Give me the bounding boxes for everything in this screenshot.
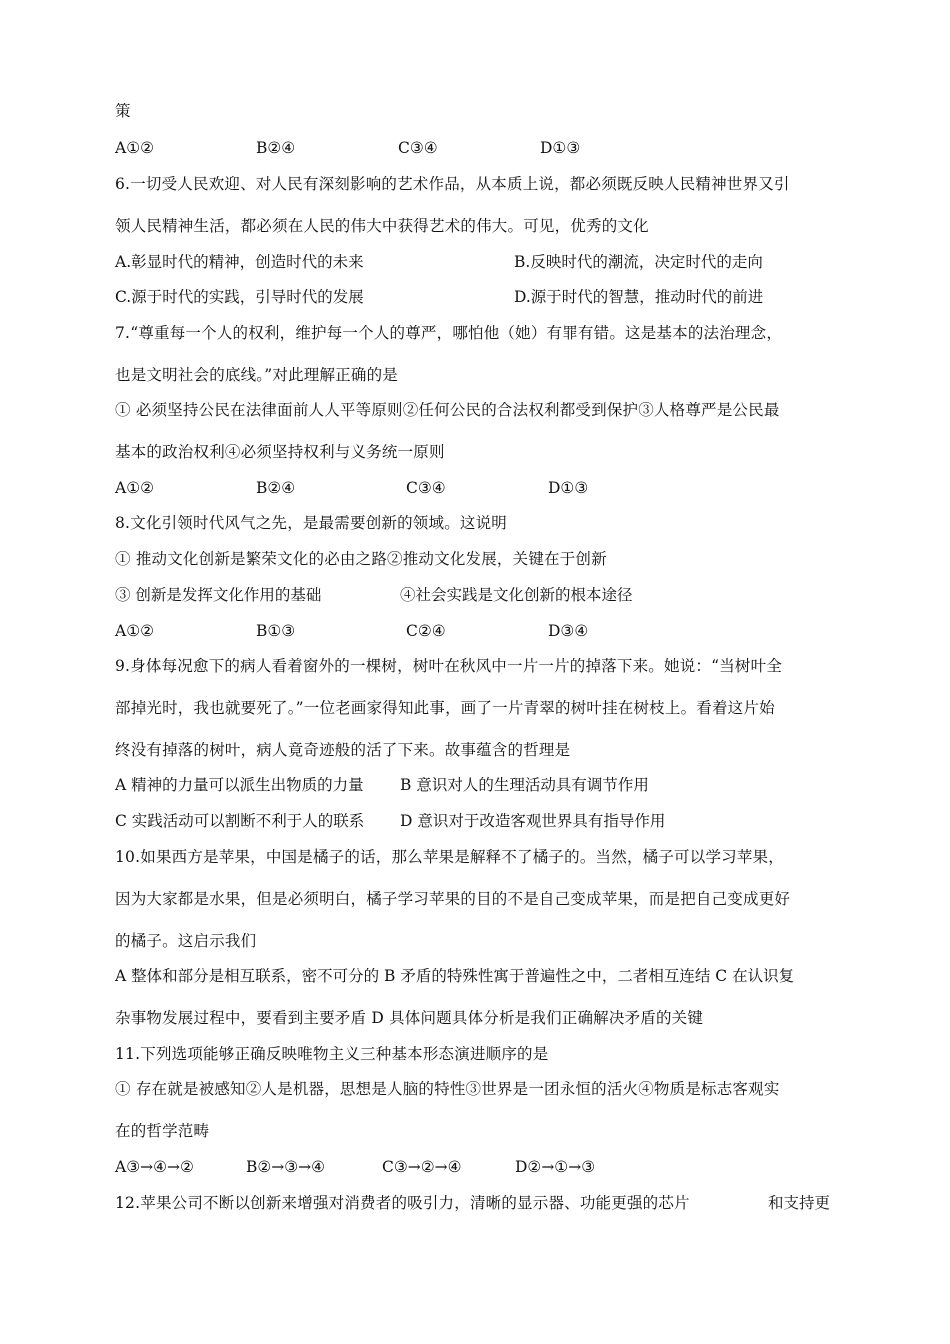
question-8-option-d: D③④ <box>548 622 589 640</box>
question-9-option-a: A 精神的力量可以派生出物质的力量 <box>115 776 364 794</box>
question-11-option-d: D②→①→③ <box>515 1158 596 1176</box>
option-d: D①③ <box>540 139 581 157</box>
option-a: A①② <box>115 139 154 157</box>
question-7-option-a: A①② <box>115 479 154 497</box>
question-8-line-3a: ③ 创新是发挥文化作用的基础 <box>115 586 322 604</box>
question-10-line-1: 10.如果西方是苹果，中国是橘子的话，那么苹果是解释不了橘子的。当然，橘子可以学习苹果， <box>115 848 784 866</box>
fragment-line: 策 <box>115 102 131 120</box>
question-10-line-4: A 整体和部分是相互联系，密不可分的 B 矛盾的特殊性寓于普遍性之中，二者相互连结 C 在认识复 <box>115 967 795 985</box>
question-9-line-3: 终没有掉落的树叶，病人竟奇迹般的活了下来。故事蕴含的哲理是 <box>115 741 571 759</box>
question-6-option-c: C.源于时代的实践，引导时代的发展 <box>115 288 364 306</box>
question-7-option-d: D①③ <box>548 479 589 497</box>
question-10-line-5: 杂事物发展过程中，要看到主要矛盾 D 具体问题具体分析是我们正确解决矛盾的关键 <box>115 1009 704 1027</box>
question-9-option-c: C 实践活动可以割断不利于人的联系 <box>115 812 365 830</box>
question-10-line-2: 因为大家都是水果，但是必须明白，橘子学习苹果的目的不是自己变成苹果，而是把自己变成更好 <box>115 890 791 908</box>
question-8-line-1: 8.文化引领时代风气之先，是最需要创新的领域。这说明 <box>115 514 507 532</box>
question-7-line-4: 基本的政治权利④必须坚持权利与义务统一原则 <box>115 443 445 461</box>
question-8-option-a: A①② <box>115 622 154 640</box>
question-12-line-1b: 和支持更 <box>768 1194 831 1212</box>
question-6-option-d: D.源于时代的智慧，推动时代的前进 <box>514 288 764 306</box>
question-12-line-1a: 12.苹果公司不断以创新来增强对消费者的吸引力，清晰的显示器、功能更强的芯片 <box>115 1194 690 1212</box>
question-7-option-b: B②④ <box>256 479 296 497</box>
question-9-option-b: B 意识对人的生理活动具有调节作用 <box>400 776 649 794</box>
question-6-line-2: 领人民精神生活，都必须在人民的伟大中获得艺术的伟大。可见，优秀的文化 <box>115 217 649 235</box>
question-9-line-2: 部掉光时，我也就要死了。”一位老画家得知此事，画了一片青翠的树叶挂在树枝上。看着这片始 <box>115 699 775 717</box>
question-9-option-d: D 意识对于改造客观世界具有指导作用 <box>400 812 666 830</box>
question-11-line-2: ① 存在就是被感知②人是机器，思想是人脑的特性③世界是一团永恒的活火④物质是标志客观实 <box>115 1080 780 1098</box>
question-6-option-a: A.彰显时代的精神，创造时代的未来 <box>115 253 364 271</box>
question-11-line-1: 11.下列选项能够正确反映唯物主义三种基本形态演进顺序的是 <box>115 1045 549 1063</box>
question-6-line-1: 6.一切受人民欢迎、对人民有深刻影响的艺术作品，从本质上说，都必须既反映人民精神世界又引 <box>115 175 790 193</box>
question-11-option-c: C③→②→④ <box>382 1158 462 1176</box>
question-11-option-b: B②→③→④ <box>246 1158 326 1176</box>
option-c: C③④ <box>398 139 438 157</box>
question-8-option-b: B①③ <box>256 622 296 640</box>
question-7-option-c: C③④ <box>406 479 446 497</box>
question-8-line-2: ① 推动文化创新是繁荣文化的必由之路②推动文化发展，关键在于创新 <box>115 550 607 568</box>
question-7-line-1: 7.“尊重每一个人的权利，维护每一个人的尊严，哪怕他（她）有罪有错。这是基本的法治理念， <box>115 324 783 342</box>
question-7-line-3: ① 必须坚持公民在法律面前人人平等原则②任何公民的合法权利都受到保护③人格尊严是公民最 <box>115 401 780 419</box>
question-11-option-a: A③→④→② <box>115 1158 194 1176</box>
question-11-line-3: 在的哲学范畴 <box>115 1122 210 1140</box>
question-10-line-3: 的橘子。这启示我们 <box>115 932 257 950</box>
question-8-line-3b: ④社会实践是文化创新的根本途径 <box>400 586 633 604</box>
question-9-line-1: 9.身体每况愈下的病人看着窗外的一棵树，树叶在秋风中一片一片的掉落下来。她说：“当树叶全 <box>115 657 783 675</box>
question-8-option-c: C②④ <box>406 622 446 640</box>
question-6-option-b: B.反映时代的潮流，决定时代的走向 <box>514 253 763 271</box>
question-7-line-2: 也是文明社会的底线。”对此理解正确的是 <box>115 366 398 384</box>
option-b: B②④ <box>256 139 296 157</box>
